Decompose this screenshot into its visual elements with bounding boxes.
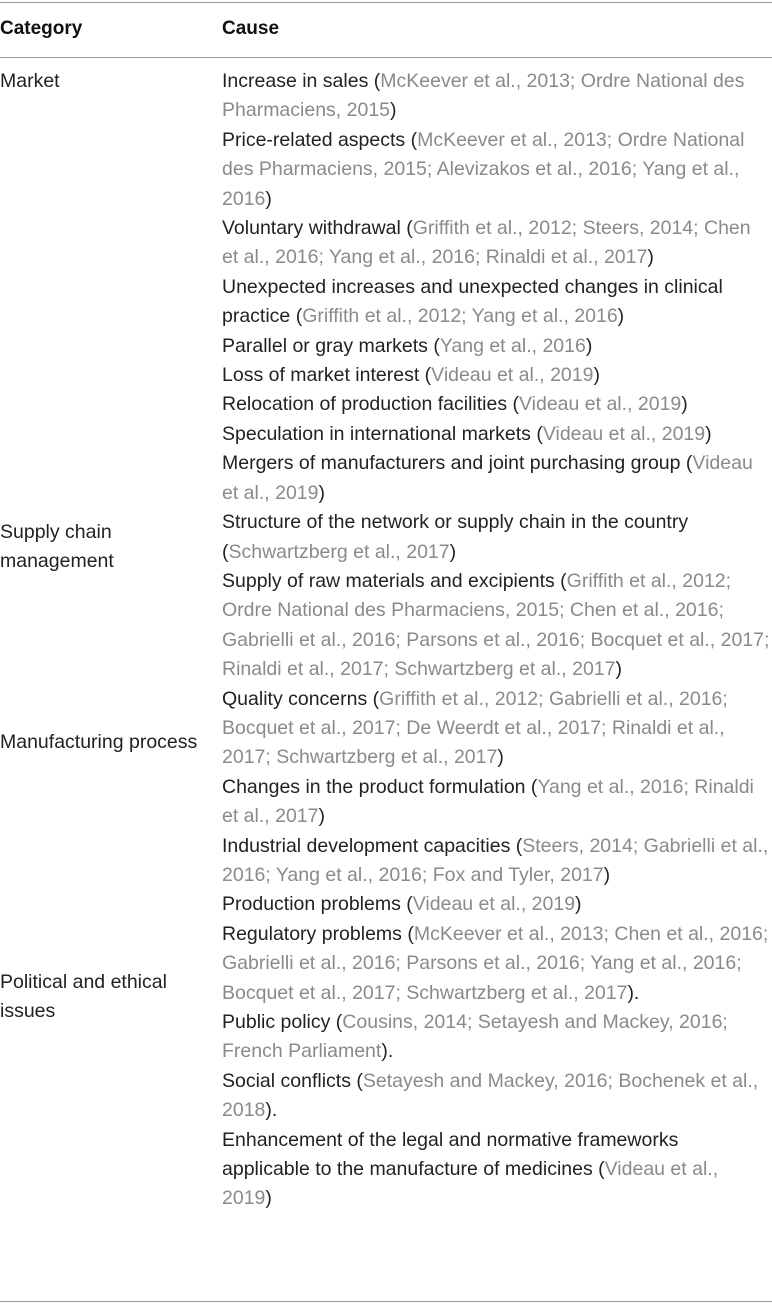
- cause-entry: Unexpected increases and unexpected changes in clinical practice (Griffith et al., 2012; Yang et al., 2016): [222, 275, 723, 328]
- cause-entry: Increase in sales (McKeever et al., 2013; Ordre National des Pharmaciens, 2015): [222, 70, 745, 122]
- cause-entry: Social conflicts (Setayesh and Mackey, 2016; Bochenek et al., 2018).: [222, 1069, 759, 1122]
- citation: Griffith et al., 2012; Yang et al., 2016: [302, 305, 618, 328]
- citation: Videau et al., 2019: [519, 393, 682, 416]
- bottom-rule: [0, 1301, 772, 1302]
- top-rule: [0, 2, 772, 3]
- header-rule: [0, 57, 772, 58]
- citation: Videau et al., 2019: [222, 1158, 719, 1210]
- cause-entry: Loss of market interest (Videau et al., 2019): [222, 364, 600, 387]
- category-market: Market: [0, 70, 60, 92]
- citation: Griffith et al., 2012; Ordre National des Pharmaciens, 2015; Chen et al., 2016; Gabrielli et al., 2016; Parsons et al., 2016; Bocquet et al., 2017; Rinaldi et al., 2017; Schwartzberg et al., 2017: [222, 569, 770, 681]
- category-manufacturing: Manufacturing process: [0, 731, 198, 753]
- cause-entry: Price-related aspects (McKeever et al., 2013; Ordre National des Pharmaciens, 2015; Alevizakos et al., 2016; Yang et al., 2016): [222, 128, 745, 210]
- citation: Videau et al., 2019: [412, 893, 576, 916]
- citation: Cousins, 2014; Setayesh and Mackey, 2016; French Parliament: [222, 1011, 728, 1063]
- citation: Videau et al., 2019: [542, 422, 706, 445]
- citation: Yang et al., 2016; Rinaldi et al., 2017: [222, 775, 754, 828]
- category-political: Political and ethical issues: [0, 971, 167, 1023]
- cause-entry: Supply of raw materials and excipients (Griffith et al., 2012; Ordre National des Pharmaciens, 2015; Chen et al., 2016; Gabrielli et al., 2016; Parsons et al., 2016; Bocquet et al., 2017; Rinaldi et al., 2017; Schwartzberg et al., 2017): [222, 569, 770, 681]
- cause-entry: Enhancement of the legal and normative frameworks applicable to the manufacture of medicines (Videau et al., 2019): [222, 1128, 719, 1210]
- header-cause: Cause: [222, 18, 280, 39]
- cause-entry: Mergers of manufacturers and joint purchasing group (Videau et al., 2019): [222, 452, 753, 504]
- citation: Steers, 2014; Gabrielli et al., 2016; Yang et al., 2016; Fox and Tyler, 2017: [222, 834, 769, 886]
- cause-column: [222, 67, 770, 1214]
- citation: McKeever et al., 2013; Chen et al., 2016; Gabrielli et al., 2016; Parsons et al., 2016; Yang et al., 2016; Bocquet et al., 2017; Schwartzberg et al., 2017: [222, 922, 769, 1004]
- cause-entry: Quality concerns (Griffith et al., 2012; Gabrielli et al., 2016; Bocquet et al., 2017; De Weerdt et al., 2017; Rinaldi et al., 2017; Schwartzberg et al., 2017): [222, 687, 728, 769]
- cause-entry: Public policy (Cousins, 2014; Setayesh and Mackey, 2016; French Parliament).: [222, 1011, 728, 1063]
- cause-entry: Regulatory problems (McKeever et al., 2013; Chen et al., 2016; Gabrielli et al., 2016; Parsons et al., 2016; Yang et al., 2016; Bocquet et al., 2017; Schwartzberg et al., 2017).: [222, 922, 769, 1004]
- cause-entry: Parallel or gray markets (Yang et al., 2016): [222, 334, 593, 357]
- cause-entry: Industrial development capacities (Steers, 2014; Gabrielli et al., 2016; Yang et al., 2016; Fox and Tyler, 2017): [222, 834, 769, 886]
- citation: Griffith et al., 2012; Steers, 2014; Chen et al., 2016; Yang et al., 2016; Rinaldi et al., 2017: [222, 217, 751, 269]
- citation: Yang et al., 2016: [439, 334, 586, 357]
- citation: McKeever et al., 2013; Ordre National des Pharmaciens, 2015; Alevizakos et al., 2016; Yang et al., 2016: [222, 128, 745, 210]
- citation: Schwartzberg et al., 2017: [228, 540, 450, 563]
- cause-entry: Speculation in international markets (Videau et al., 2019): [222, 422, 712, 445]
- cause-entry: Voluntary withdrawal (Griffith et al., 2012; Steers, 2014; Chen et al., 2016; Yang et al., 2016; Rinaldi et al., 2017): [222, 217, 751, 269]
- cause-entry: Structure of the network or supply chain in the country (Schwartzberg et al., 2017): [222, 511, 689, 563]
- citation: Videau et al., 2019: [431, 364, 594, 387]
- category-supply-chain: Supply chain management: [0, 521, 114, 573]
- cause-entry: Production problems (Videau et al., 2019): [222, 893, 582, 916]
- citation: Griffith et al., 2012; Gabrielli et al., 2016; Bocquet et al., 2017; De Weerdt et al., 2017; Rinaldi et al., 2017; Schwartzberg et al., 2017: [222, 687, 728, 769]
- cause-entry: Relocation of production facilities (Videau et al., 2019): [222, 393, 688, 416]
- header-category: Category: [0, 18, 83, 39]
- citation: Setayesh and Mackey, 2016; Bochenek et al., 2018: [222, 1069, 759, 1122]
- citation: Videau et al., 2019: [222, 452, 753, 504]
- cause-entry: Changes in the product formulation (Yang et al., 2016; Rinaldi et al., 2017): [222, 775, 754, 828]
- citation: McKeever et al., 2013; Ordre National des Pharmaciens, 2015: [222, 70, 745, 122]
